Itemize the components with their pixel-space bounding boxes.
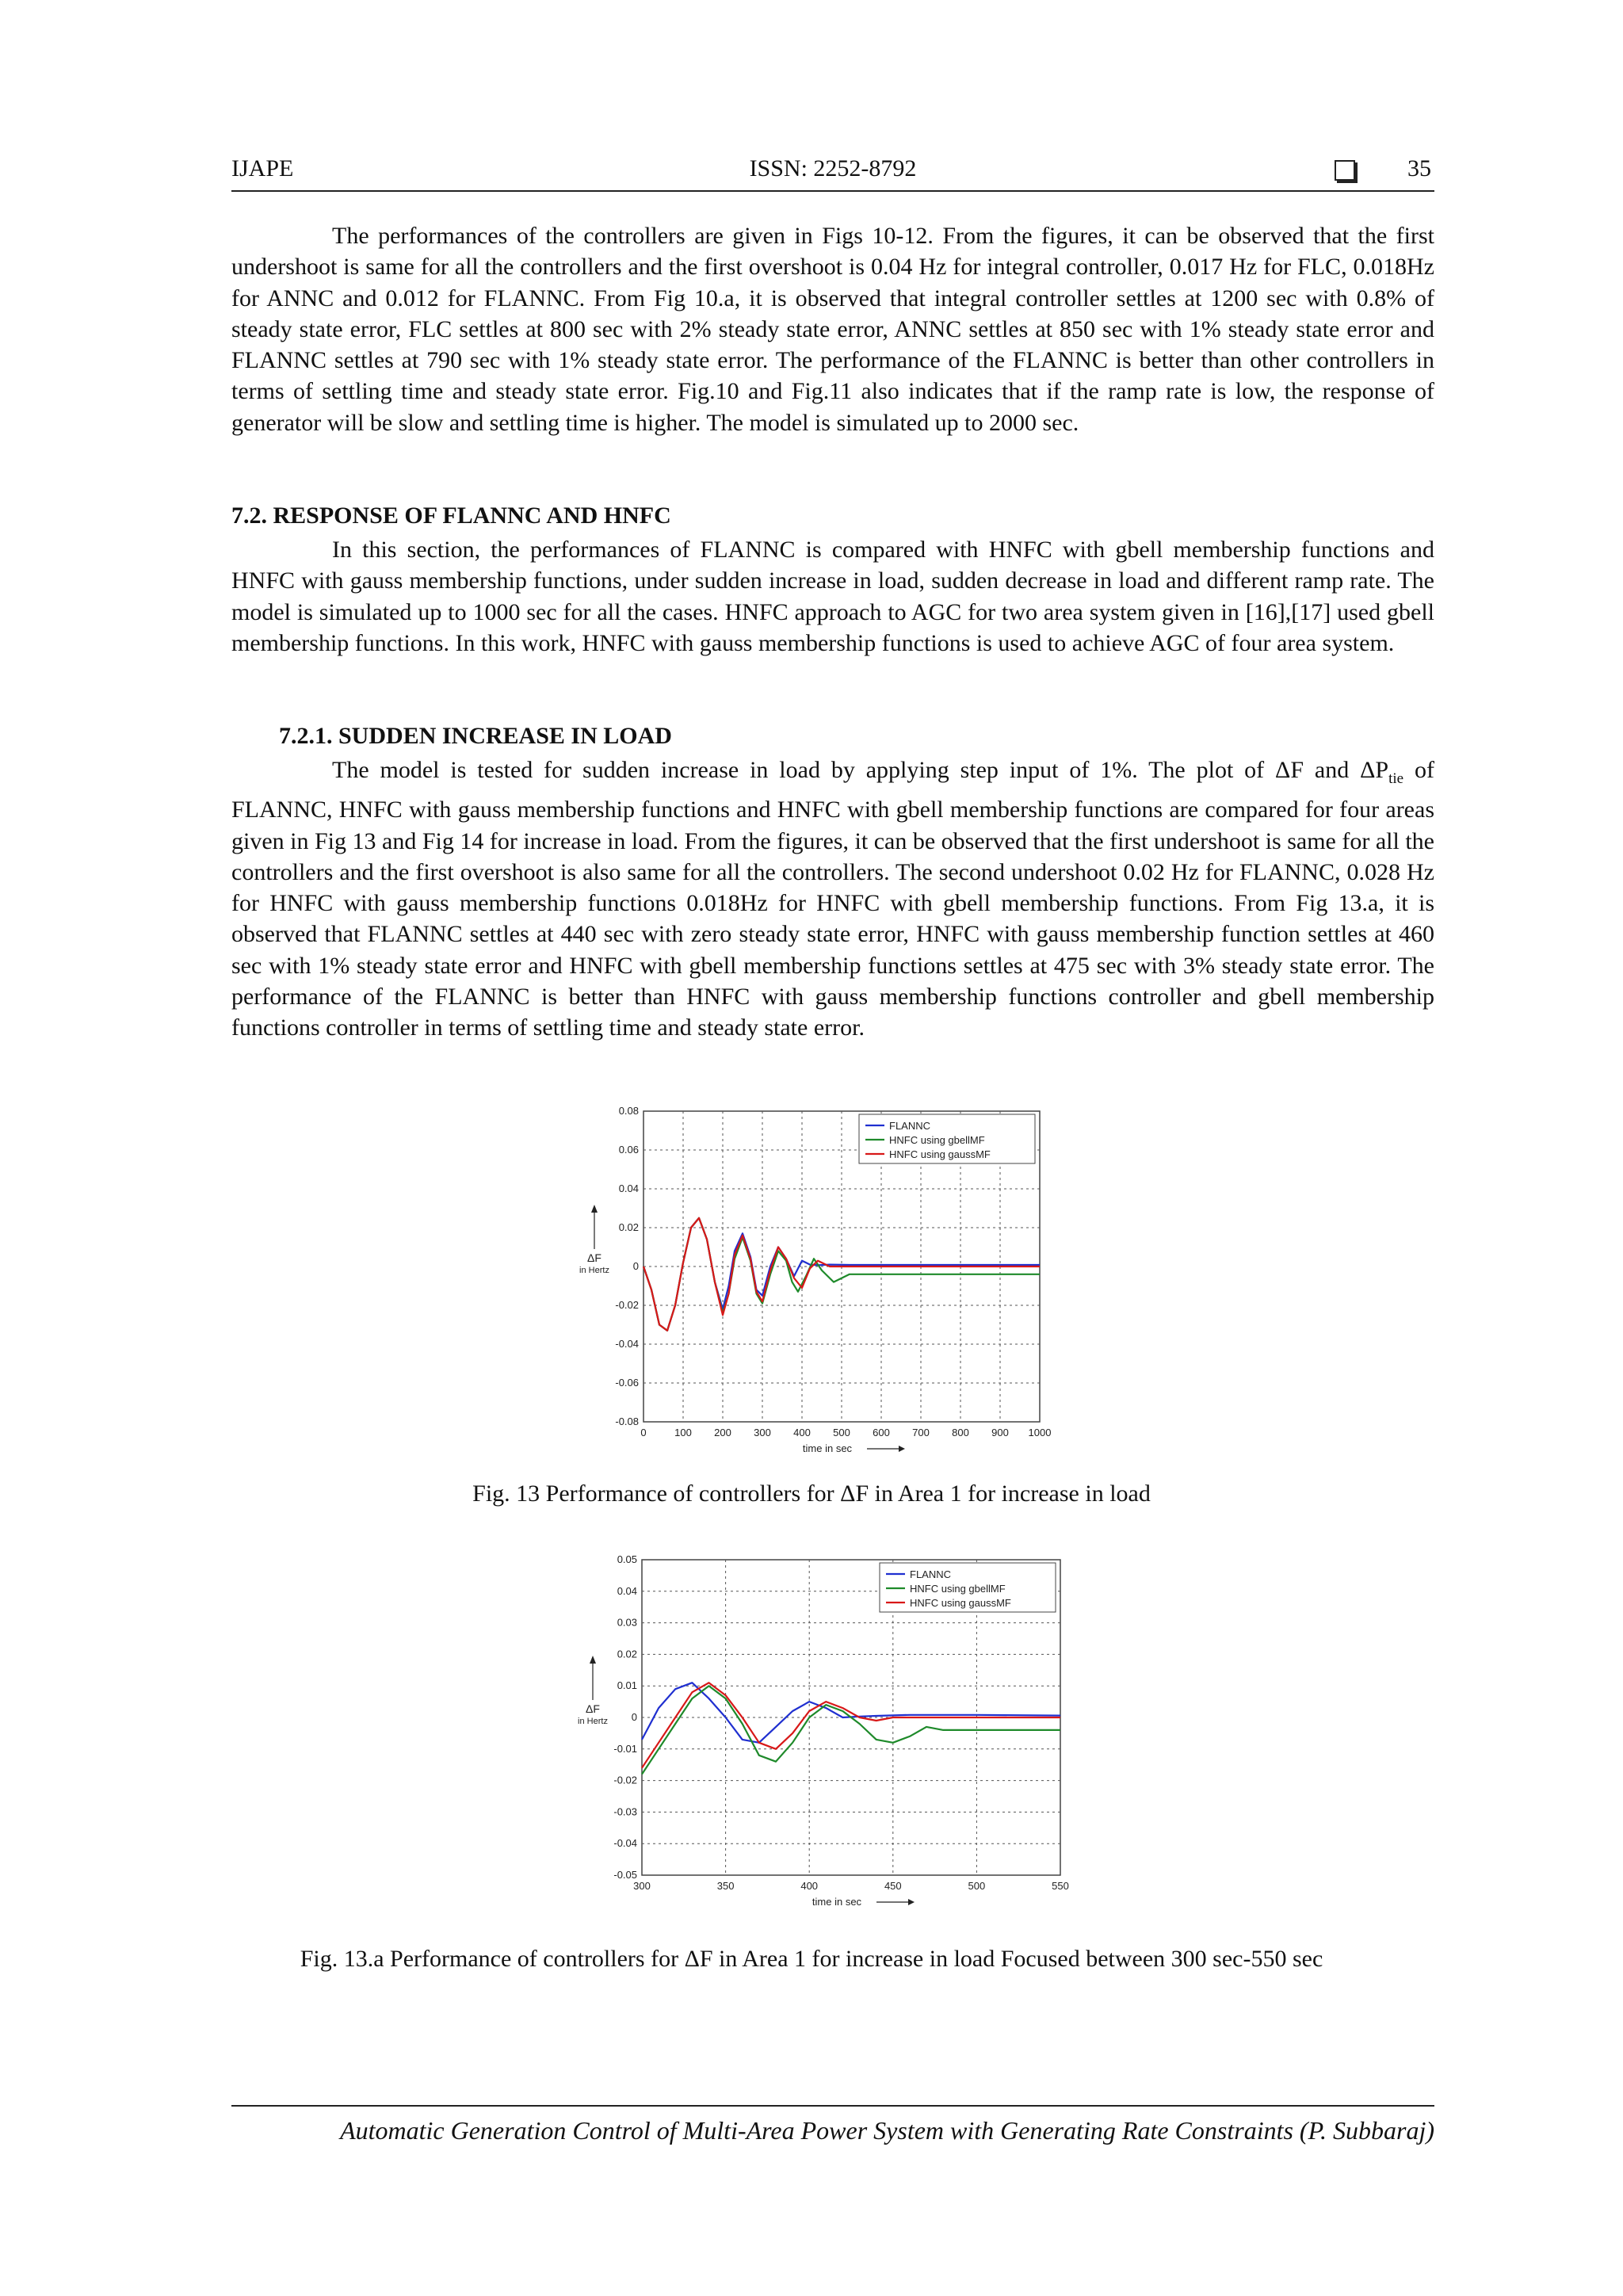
y-tick-label: 0.05 <box>617 1553 637 1565</box>
x-tick-label: 800 <box>952 1427 969 1438</box>
legend-label: HNFC using gbellMF <box>910 1583 1006 1595</box>
y-tick-label: 0.02 <box>618 1221 639 1233</box>
journal-name: IJAPE <box>231 155 294 181</box>
figure-13-chart <box>555 1084 1070 1465</box>
paragraph-text: In this section, the performances of FLANNC is compared with HNFC with gbell membership functions and HNFC with gauss membership functions, under sudden increase in load, sudden decrease in load and different ramp rate. The model is simulated up to 1000 sec for all the cases. HNFC approach to AGC for two area system given in [16],[17] used gbell membership functions. In this work, HNFC with gauss membership functions is used to achieve AGC of four area system. <box>231 537 1434 656</box>
y-axis-arrowhead <box>590 1656 596 1664</box>
x-tick-label: 400 <box>793 1427 811 1438</box>
y-axis-label-unit: in Hertz <box>578 1717 608 1726</box>
x-axis-label: time in sec <box>812 1896 862 1908</box>
x-axis-arrowhead <box>899 1446 905 1452</box>
y-tick-label: -0.02 <box>615 1299 639 1311</box>
x-axis-label: time in sec <box>802 1442 853 1454</box>
y-tick-label: 0.08 <box>618 1105 639 1117</box>
page-footer: Automatic Generation Control of Multi-Area Power System with Generating Rate Constraints (P. Subbaraj) <box>231 2105 1434 2145</box>
paragraph-text <box>231 755 1434 1044</box>
x-tick-label: 1000 <box>1028 1427 1052 1438</box>
page-header <box>231 155 1434 192</box>
paragraph-sudden-increase <box>231 755 1434 1044</box>
x-tick-label: 300 <box>754 1427 771 1438</box>
x-tick-label: 350 <box>716 1880 735 1892</box>
y-axis-label-unit: in Hertz <box>579 1266 609 1275</box>
x-tick-label: 600 <box>873 1427 890 1438</box>
legend-label: HNFC using gbellMF <box>889 1134 985 1146</box>
y-tick-label: 0.03 <box>617 1616 637 1629</box>
paragraph-performance <box>231 220 1434 438</box>
issn: ISSN: 2252-8792 <box>749 155 917 181</box>
y-tick-label: 0.04 <box>617 1584 637 1597</box>
subsection-heading: 7.2.1. SUDDEN INCREASE IN LOAD <box>279 723 672 749</box>
y-tick-label: -0.05 <box>613 1869 637 1881</box>
x-tick-label: 700 <box>912 1427 930 1438</box>
y-tick-label: 0 <box>632 1260 639 1272</box>
figure-13-caption: Fig. 13 Performance of controllers for ΔF in Area 1 for increase in load <box>472 1480 1151 1507</box>
paragraph-text: The performances of the controllers are given in Figs 10-12. From the figures, it can be observed that the first undershoot is same for all the controllers and the first overshoot is 0.04 Hz for integral controller, 0.017 Hz for FLC, 0.018Hz for ANNC and 0.012 for FLANNC. From Fig 10.a, it is observed that integral controller settles at 1200 sec with 0.8% of steady state error, FLC settles at 800 sec with 2% steady state error, ANNC settles at 850 sec with 1% steady state error and FLANNC settles at 790 sec with 1% steady state error. The performance of the FLANNC is better than other controllers in terms of settling time and steady state error. Fig.10 and Fig.11 also indicates that if the ramp rate is low, the response of generator will be slow and settling time is higher. The model is simulated up to 2000 sec. <box>231 223 1434 436</box>
y-tick-label: -0.01 <box>613 1742 637 1755</box>
legend-label: HNFC using gaussMF <box>889 1148 991 1160</box>
legend-label: HNFC using gaussMF <box>910 1597 1011 1609</box>
y-tick-label: 0 <box>631 1711 637 1723</box>
y-tick-label: -0.04 <box>613 1837 637 1850</box>
y-tick-label: -0.04 <box>615 1338 639 1350</box>
x-tick-label: 900 <box>991 1427 1009 1438</box>
checkbox-square-icon <box>1335 160 1355 181</box>
legend-label: FLANNC <box>889 1120 931 1132</box>
y-tick-label: 0.01 <box>617 1679 637 1692</box>
x-tick-label: 450 <box>884 1880 902 1892</box>
y-tick-label: 0.06 <box>618 1144 639 1156</box>
x-tick-label: 300 <box>633 1880 651 1892</box>
paragraph-flannc-hnfc <box>231 534 1434 659</box>
x-tick-label: 500 <box>968 1880 986 1892</box>
x-tick-label: 400 <box>800 1880 819 1892</box>
x-tick-label: 500 <box>833 1427 850 1438</box>
y-tick-label: 0.02 <box>617 1648 637 1660</box>
paragraph-part-a: The model is tested for sudden increase in load by applying step input of 1%. The plot of ΔF and ΔP <box>332 757 1389 783</box>
y-tick-label: -0.03 <box>613 1805 637 1818</box>
y-tick-label: -0.06 <box>615 1377 639 1389</box>
x-tick-label: 100 <box>674 1427 692 1438</box>
figure-13a-caption: Fig. 13.a Performance of controllers for ΔF in Area 1 for increase in load Focused between 300 sec-550 sec <box>300 1946 1323 1972</box>
x-tick-label: 200 <box>714 1427 731 1438</box>
y-axis-label: ΔF <box>587 1251 601 1264</box>
paragraph-part-b: of FLANNC, HNFC with gauss membership functions and HNFC with gbell membership functions are compared for four areas given in Fig 13 and Fig 14 for increase in load. From the figures, it can be observed that the first undershoot is same for all the controllers and the first overshoot is also same for all the controllers. The second undershoot 0.02 Hz for FLANNC, 0.028 Hz for HNFC with gauss membership functions 0.018Hz for HNFC with gbell membership functions. From Fig 13.a, it is observed that FLANNC settles at 440 sec with zero steady state error, HNFC with gauss membership function settles at 460 sec with 1% steady state error and HNFC with gbell membership functions settles at 475 sec with 3% steady state error. The performance of the FLANNC is better than HNFC with gauss membership functions controller and gbell membership functions controller in terms of settling time and steady state error. <box>231 757 1434 1041</box>
y-axis-arrowhead <box>591 1205 598 1213</box>
figure-13a-chart <box>547 1528 1102 1916</box>
y-axis-label: ΔF <box>586 1702 600 1715</box>
subscript-tie: tie <box>1388 770 1404 787</box>
y-tick-label: -0.08 <box>615 1415 639 1427</box>
x-tick-label: 0 <box>640 1427 647 1438</box>
section-heading: 7.2. RESPONSE OF FLANNC AND HNFC <box>231 502 671 529</box>
y-tick-label: -0.02 <box>613 1774 637 1786</box>
page-number: 35 <box>1407 155 1431 181</box>
legend-label: FLANNC <box>910 1568 952 1580</box>
x-tick-label: 550 <box>1052 1880 1069 1892</box>
y-tick-label: 0.04 <box>618 1182 639 1194</box>
x-axis-arrowhead <box>908 1899 915 1905</box>
